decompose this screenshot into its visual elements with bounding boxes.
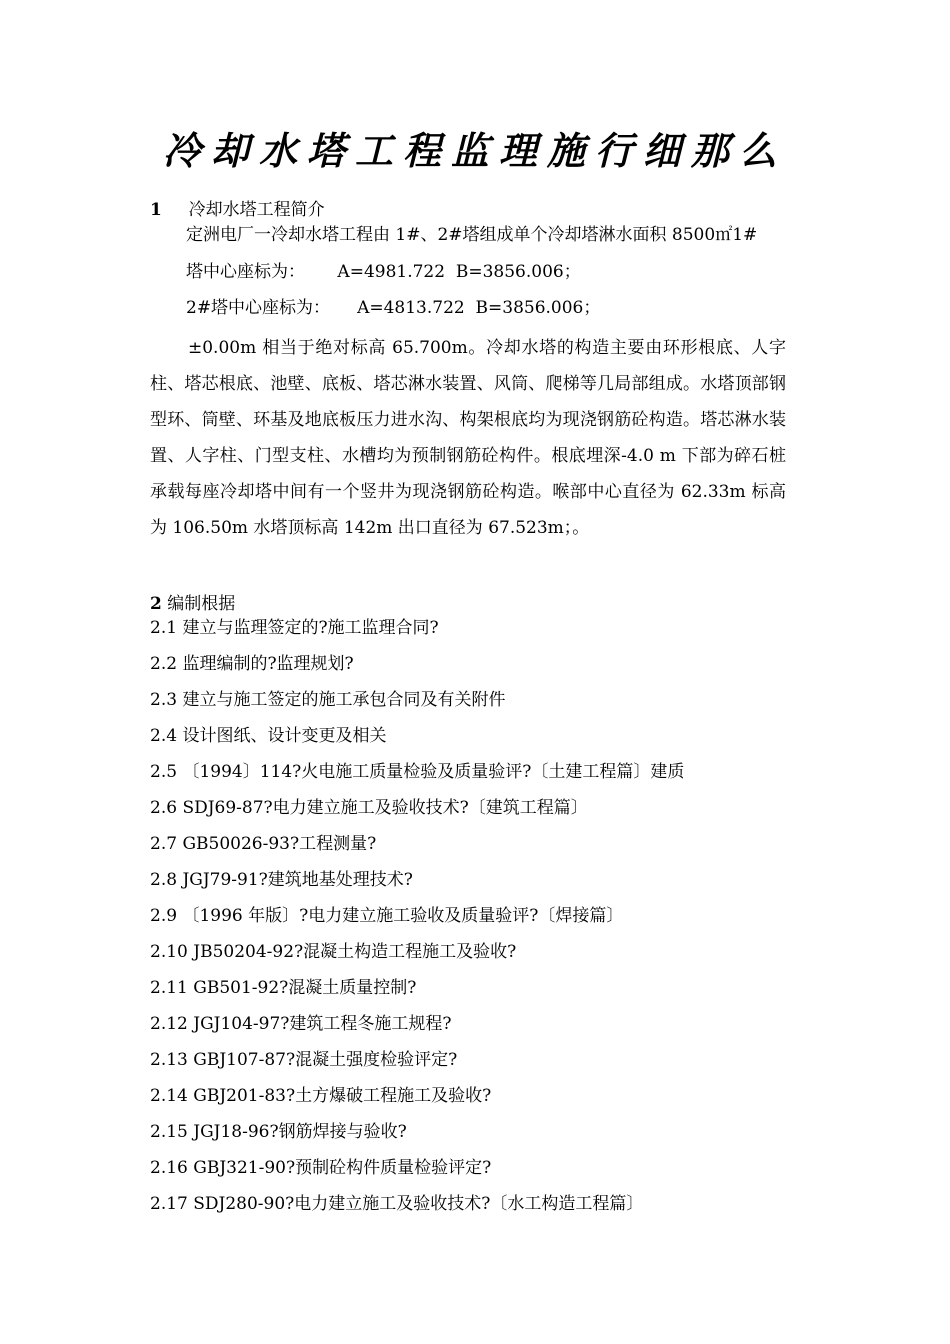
list-item: 2.16 GBJ321-90?预制砼构件质量检验评定? [150, 1158, 492, 1178]
list-item: 2.3 建立与施工签定的施工承包合同及有关附件 [150, 690, 506, 710]
list-item: 2.7 GB50026-93?工程测量? [150, 834, 377, 854]
section-1-line-3: 2#塔中心座标为： A=4813.722 B=3856.006； [186, 298, 601, 318]
list-item: 2.2 监理编制的?监理规划? [150, 654, 354, 674]
list-item: 2.13 GBJ107-87?混凝土强度检验评定? [150, 1050, 458, 1070]
list-item: 2.11 GB501-92?混凝土质量控制? [150, 978, 417, 998]
list-item: 2.12 JGJ104-97?建筑工程冬施工规程? [150, 1014, 452, 1034]
section-2-heading [150, 594, 235, 614]
list-item: 2.17 SDJ280-90?电力建立施工及验收技术?〔水工构造工程篇〕 [150, 1194, 644, 1214]
section-1-title: 冷却水塔工程简介 [188, 200, 325, 220]
list-item: 2.4 设计图纸、设计变更及相关 [150, 726, 387, 746]
section-1-number: 1 [150, 200, 162, 220]
list-item: 2.6 SDJ69-87?电力建立施工及验收技术?〔建筑工程篇〕 [150, 798, 588, 818]
list-item: 2.1 建立与监理签定的?施工监理合同? [150, 618, 439, 638]
section-2-title: 编制根据 [167, 594, 236, 614]
section-1-line-2: 塔中心座标为： A=4981.722 B=3856.006； [186, 262, 581, 282]
section-1-paragraph: ±0.00m 相当于绝对标高 65.700m。冷却水塔的构造主要由环形根底、人字柱、塔芯根底、池壁、底板、塔芯淋水装置、风筒、爬梯等几局部组成。水塔顶部钢型环、筒壁、环基及地底板压力进水沟、构架根底均为现浇钢筋砼构造。塔芯淋水装置、人字柱、门型支柱、水槽均为预制钢筋砼构件。根底埋深-4.0 m 下部为碎石桩承载每座冷却塔中间有一个竖井为现浇钢筋砼构造。喉部中心直径为 62.33m 标高为 106.50m 水塔顶标高 142m 出口直径为 67.523m；。 [150, 338, 786, 538]
list-item: 2.10 JB50204-92?混凝土构造工程施工及验收? [150, 942, 517, 962]
document-title: 冷却水塔工程监理施行细那么 [162, 129, 787, 173]
reference-list [150, 618, 800, 1230]
list-item: 2.14 GBJ201-83?土方爆破工程施工及验收? [150, 1086, 492, 1106]
list-item: 2.8 JGJ79-91?建筑地基处理技术? [150, 870, 413, 890]
list-item: 2.5 〔1994〕114?火电施工质量检验及质量验评?〔土建工程篇〕建质 [150, 762, 685, 782]
section-2-number: 2 [150, 594, 162, 614]
section-1-heading [150, 200, 325, 220]
list-item: 2.9 〔1996 年版〕?电力建立施工验收及质量验评?〔焊接篇〕 [150, 906, 624, 926]
list-item: 2.15 JGJ18-96?钢筋焊接与验收? [150, 1122, 407, 1142]
section-1-line-1: 定洲电厂一冷却水塔工程由 1#、2#塔组成单个冷却塔淋水面积 8500㎡1# [186, 225, 758, 245]
